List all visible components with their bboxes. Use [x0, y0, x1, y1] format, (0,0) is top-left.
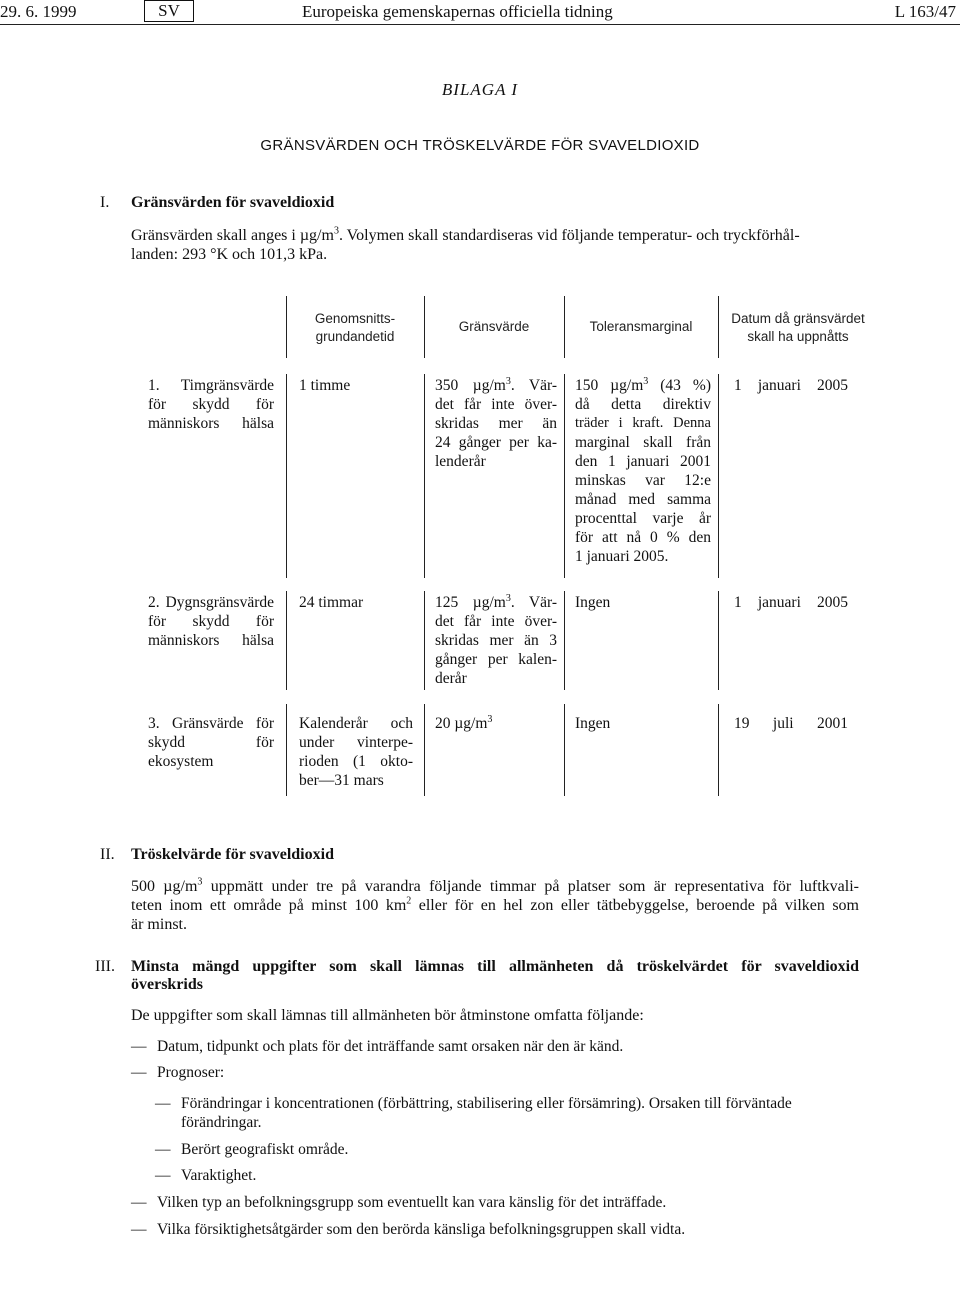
- row-1-limit-value-line: skridas mer än: [435, 415, 557, 432]
- row-1-tolerance-line: då detta direktiv: [575, 396, 711, 413]
- row-3-label: [148, 714, 274, 771]
- row-1-tolerance-line: procenttal varje år: [575, 510, 711, 527]
- sub-list-item: — Berört geografiskt område.: [155, 1141, 349, 1158]
- table-divider: [286, 704, 287, 796]
- row-2-limit-value-line: 125 $\mu g/m^3$. Vär-: [435, 592, 558, 611]
- section-2-number: II.: [100, 846, 115, 863]
- sub-list-item: — Varaktighet.: [155, 1167, 257, 1184]
- row-1-date: 1 januari 2005: [734, 377, 848, 394]
- section-2-paragraph-line3: är minst.: [131, 916, 187, 933]
- section-2-paragraph-line2: teten inom ett område på minst 100 $km^2$ eller för en hel zon eller tätbebyggelse, beroende på vilken som: [131, 895, 859, 914]
- row-1-limit-value: [435, 376, 557, 471]
- dash-bullet: —: [155, 1167, 171, 1184]
- dash-bullet: —: [131, 1194, 147, 1211]
- section-2-paragraph-line1: 500 $\mu g/m^3$ uppmätt under tre på varandra följande timmar på platser som är representativa för luftkvali-: [131, 876, 859, 895]
- section-1-paragraph-line2: landen: 293 °K och 101,3 kPa.: [131, 246, 328, 263]
- dash-bullet: —: [131, 1038, 147, 1055]
- row-3-label-line: skydd för: [148, 734, 274, 751]
- language-badge: SV: [144, 0, 194, 22]
- sub-list-item: — Förändringar i koncentrationen (förbättring, stabilisering eller försämring). Orsaken till förväntade: [155, 1095, 792, 1112]
- row-3-limit-value: 20 $\mu g/m^3$: [435, 713, 493, 732]
- row-3-period-line: Kalenderår och: [299, 715, 413, 732]
- row-2-date: 1 januari 2005: [734, 594, 848, 611]
- table-divider: [286, 591, 287, 690]
- row-2-limit-value-line: det får inte över-: [435, 613, 557, 630]
- row-1-limit-value-line: det får inte över-: [435, 396, 557, 413]
- row-3-tolerance: Ingen: [575, 715, 611, 732]
- table-divider: [286, 374, 287, 578]
- table-divider: [564, 591, 565, 690]
- row-1-limit-value-line: 350 $\mu g/m^3$. Vär-: [435, 375, 558, 394]
- journal-title: Europeiska gemenskapernas officiella tidning: [302, 2, 613, 21]
- section-1-title: Gränsvärden för svaveldioxid: [131, 194, 335, 211]
- dash-bullet: —: [155, 1095, 171, 1112]
- column-header-tolerance: Toleransmarginal: [589, 319, 693, 334]
- row-1-limit-value-line: 24 gånger per ka-: [435, 434, 557, 451]
- row-1-limit-value-line: lenderår: [435, 453, 486, 470]
- row-2-limit-value-line: derår: [435, 670, 467, 687]
- list-item: — Prognoser:: [131, 1064, 225, 1081]
- row-1-tolerance-line: träder i kraft. Denna: [575, 415, 711, 431]
- row-1-period: 1 timme: [299, 377, 351, 394]
- row-2-label-line: för skydd för: [148, 613, 274, 630]
- dash-bullet: —: [155, 1141, 171, 1158]
- column-header-date: Datum då gränsvärdet skall ha uppnåtts: [731, 311, 865, 344]
- header-date: 29. 6. 1999: [0, 2, 77, 21]
- section-2-title: Tröskelvärde för svaveldioxid: [131, 846, 334, 863]
- row-1-tolerance-line: 150 $\mu g/m^3$ (43 %): [575, 375, 711, 394]
- dash-bullet: —: [131, 1221, 147, 1238]
- row-1-label: [148, 376, 274, 433]
- row-1-tolerance-line: marginal skall från: [575, 434, 711, 451]
- dash-bullet: —: [131, 1064, 147, 1081]
- table-divider: [424, 591, 425, 690]
- row-1-tolerance-line: den 1 januari 2001: [575, 453, 711, 470]
- section-3-number: III.: [95, 958, 115, 975]
- row-1-tolerance: [575, 376, 711, 566]
- row-1-tolerance-line: månad med samma: [575, 491, 711, 508]
- table-divider: [718, 374, 719, 578]
- document-title: GRÄNSVÄRDEN OCH TRÖSKELVÄRDE FÖR SVAVELDIOXID: [260, 137, 700, 154]
- annex-label: BILAGA I: [441, 80, 519, 99]
- list-item: — Vilka försiktighetsåtgärder som den berörda känsliga befolkningsgruppen skall vidta.: [131, 1221, 686, 1238]
- table-divider: [564, 704, 565, 796]
- row-1-tolerance-line: minskas var 12:e: [575, 472, 711, 489]
- table-divider: [718, 704, 719, 796]
- row-1-label-line: människors hälsa: [148, 415, 274, 432]
- row-3-date: 19 juli 2001: [734, 715, 848, 732]
- column-header-limit: Gränsvärde: [458, 319, 530, 334]
- table-divider: [424, 704, 425, 796]
- row-3-period: [299, 714, 413, 790]
- row-2-limit-value-line: skridas mer än 3: [435, 632, 557, 649]
- sub-list-item-continuation: förändringar.: [181, 1114, 262, 1131]
- table-divider: [564, 374, 565, 578]
- limit-values-table: [128, 296, 958, 802]
- row-3-period-line: under vinterpe-: [299, 734, 413, 751]
- header-rule: [0, 24, 960, 25]
- row-2-period: 24 timmar: [299, 594, 364, 611]
- row-2-label-line: 2. Dygnsgränsvärde: [148, 594, 274, 611]
- section-3-intro: De uppgifter som skall lämnas till allmänheten bör åtminstone omfatta följande:: [131, 1007, 644, 1024]
- row-2-label-line: människors hälsa: [148, 632, 274, 649]
- table-divider: [424, 374, 425, 578]
- row-1-label-line: för skydd för: [148, 396, 274, 413]
- list-item: — Datum, tidpunkt och plats för det inträffande samt orsaken när den är känd.: [131, 1038, 624, 1055]
- column-header-period-text: Genomsnitts- grundandetid: [314, 311, 396, 344]
- row-2-limit-value-line: gånger per kalen-: [435, 651, 557, 668]
- row-3-period-line: rioden (1 okto-: [299, 753, 413, 770]
- row-1-tolerance-line: 1 januari 2005.: [575, 548, 669, 565]
- list-item: — Vilken typ an befolkningsgrupp som eventuellt kan vara känslig för det inträffade.: [131, 1194, 667, 1211]
- row-3-label-line: ekosystem: [148, 753, 214, 770]
- row-2-label: [148, 593, 274, 650]
- section-1-number: I.: [100, 194, 110, 211]
- table-divider: [718, 591, 719, 690]
- section-1-paragraph-line1: Gränsvärden skall anges i $\mu g/m^3$. Volymen skall standardiseras vid följande temperatur- och tryckförhål-: [131, 225, 800, 244]
- row-2-tolerance: Ingen: [575, 594, 611, 611]
- section-3-title-line2: överskrids: [131, 976, 203, 993]
- row-1-tolerance-line: för att nå 0 % den: [575, 529, 711, 546]
- page-reference: L 163/47: [894, 2, 956, 21]
- row-3-label-line: 3. Gränsvärde för: [148, 715, 274, 732]
- row-3-period-line: ber—31 mars: [299, 772, 384, 789]
- row-2-limit-value: [435, 593, 557, 688]
- section-3-title-line1: Minsta mängd uppgifter som skall lämnas till allmänheten då tröskelvärdet för svaveldioxid: [131, 958, 859, 975]
- row-1-label-line: 1. Timgränsvärde: [148, 377, 274, 394]
